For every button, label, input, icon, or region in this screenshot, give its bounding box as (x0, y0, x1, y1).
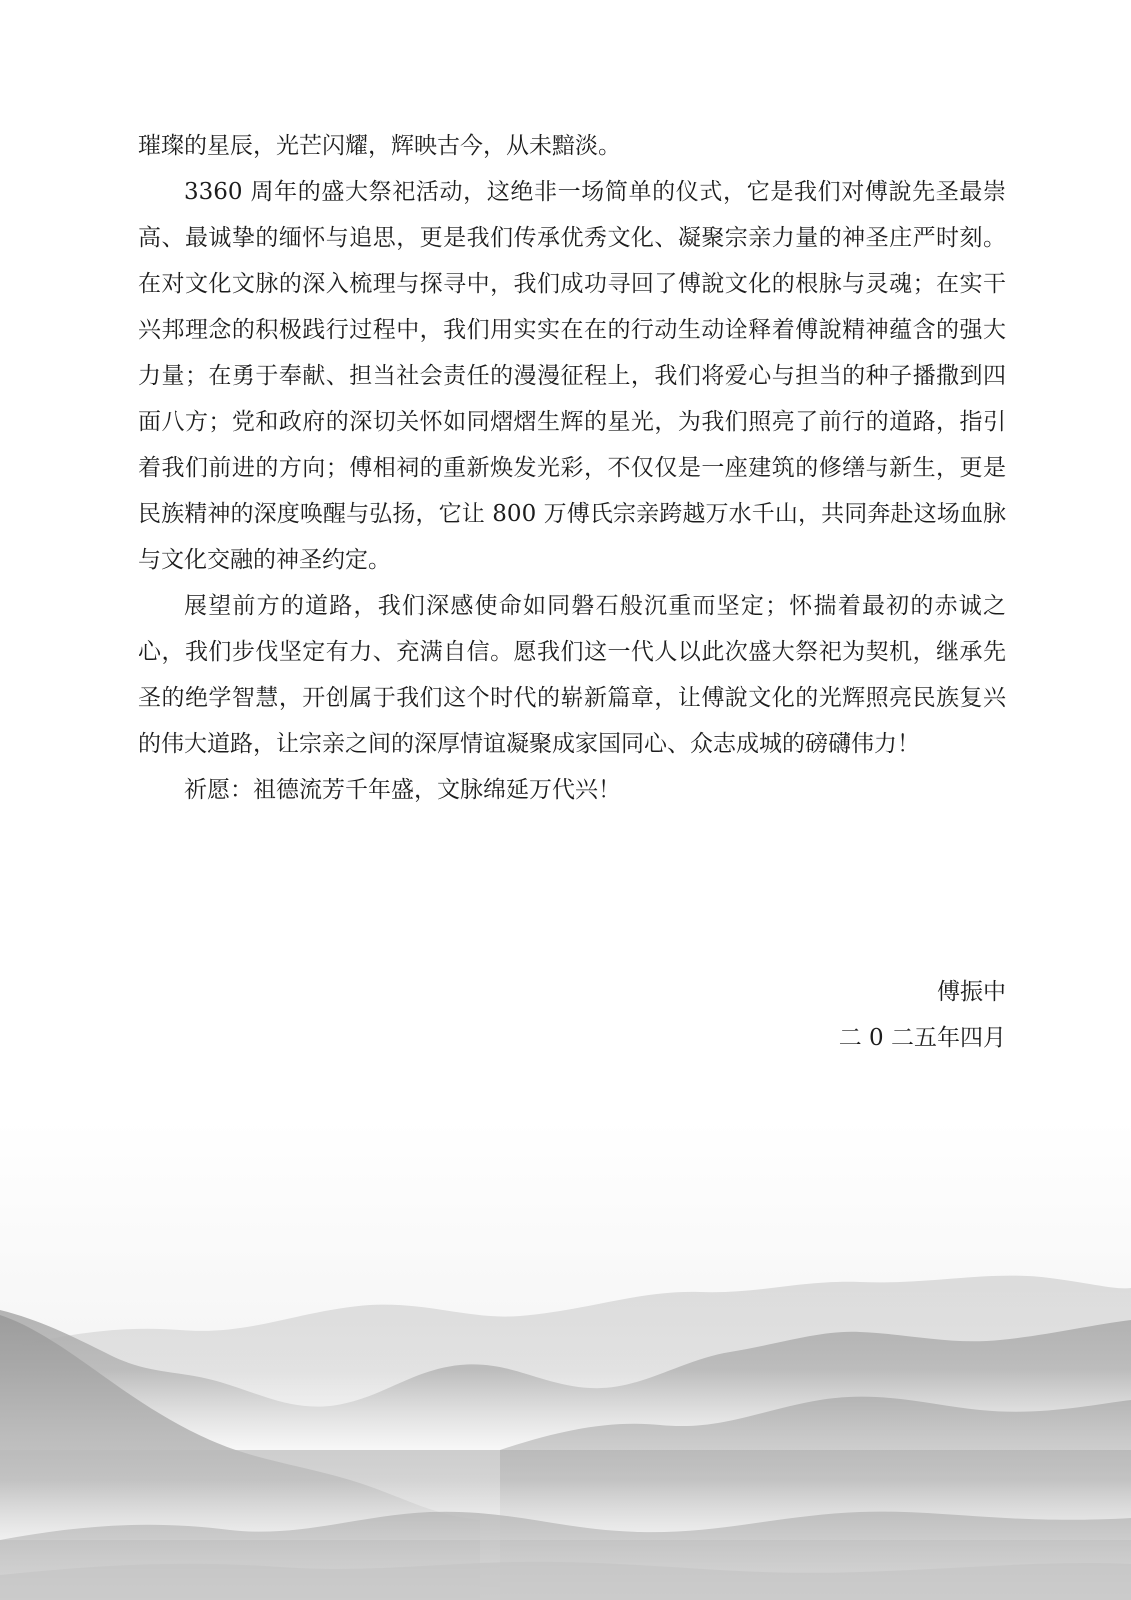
foreground-ridge (0, 1562, 1131, 1600)
letter-body (138, 123, 1006, 813)
paragraph-continuation: 璀璨的星辰，光芒闪耀，辉映古今，从未黯淡。 (138, 133, 621, 159)
signature-name: 傅振中 (937, 979, 1006, 1005)
signature-block (839, 969, 1006, 1061)
misty-mountains-illustration (0, 1120, 1131, 1600)
signature-date: 二 0 二五年四月 (838, 1025, 1006, 1051)
paragraph-blessing: 祈愿：祖德流芳千年盛，文脉绵延万代兴！ (184, 777, 621, 803)
paragraph-ceremony: 3360 周年的盛大祭祀活动，这绝非一场简单的仪式，它是我们对傅說先圣最崇高、最诚挚的缅怀与追思，更是我们传承优秀文化、凝聚宗亲力量的神圣庄严时刻。在对文化文脉的深入梳理与探寻中，我们成功寻回了傅說文化的根脉与灵魂；在实干兴邦理念的积极践行过程中，我们用实实在在的行动生动诠释着傅說精神蕴含的强大力量；在勇于奉献、担当社会责任的漫漫征程上，我们将爱心与担当的种子播撒到四面八方；党和政府的深切关怀如同熠熠生辉的星光，为我们照亮了前行的道路，指引着我们前进的方向；傅相祠的重新焕发光彩，不仅仅是一座建筑的修缮与新生，更是民族精神的深度唤醒与弘扬，它让 800 万傅氏宗亲跨越万水千山，共同奔赴这场血脉与文化交融的神圣约定。 (138, 179, 1006, 573)
paragraph-outlook: 展望前方的道路，我们深感使命如同磐石般沉重而坚定；怀揣着最初的赤诚之心，我们步伐坚定有力、充满自信。愿我们这一代人以此次盛大祭祀为契机，继承先圣的绝学智慧，开创属于我们这个时代的崭新篇章，让傅說文化的光辉照亮民族复兴的伟大道路，让宗亲之间的深厚情谊凝聚成家国同心、众志成城的磅礴伟力！ (138, 593, 1006, 757)
